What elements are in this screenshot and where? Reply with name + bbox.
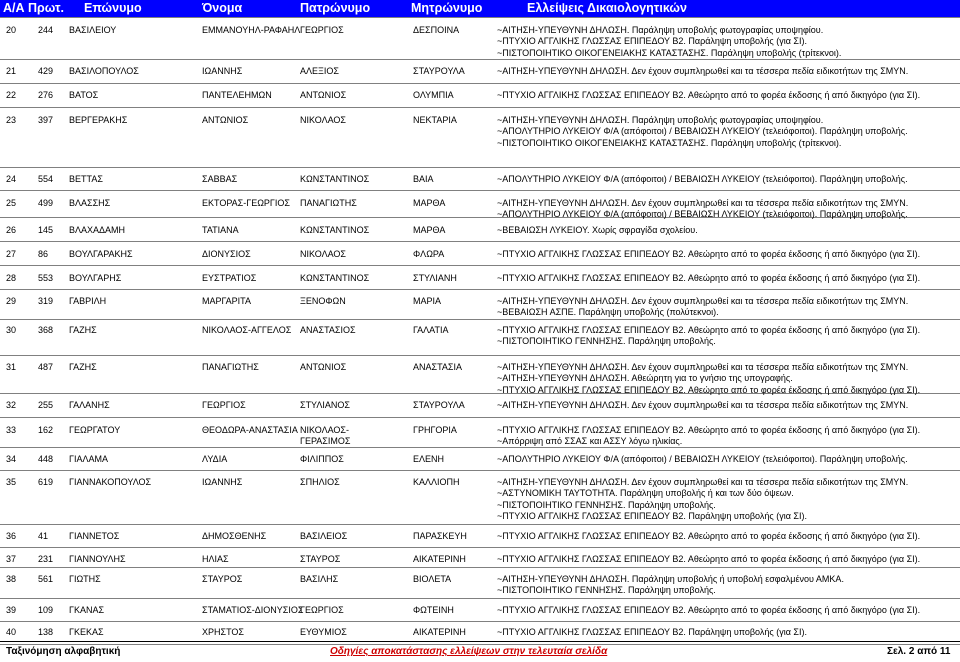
cell-surname: ΒΟΥΛΓΑΡΑΚΗΣ (69, 249, 133, 259)
footer-divider (0, 641, 960, 642)
cell-mother: ΦΛΩΡΑ (413, 249, 445, 259)
cell-prot: 319 (38, 296, 54, 306)
cell-father-continued: ΓΕΡΑΣΙΜΟΣ (300, 436, 351, 447)
cell-name: ΛΥΔΙΑ (202, 454, 228, 464)
cell-missing-docs (497, 425, 920, 448)
row-separator (0, 355, 960, 356)
cell-mother: ΓΑΛΑΤΙΑ (413, 325, 449, 335)
missing-doc-line: ~ΑΠΟΛΥΤΗΡΙΟ ΛΥΚΕΙΟΥ Φ/Α (απόφοιτοι) / ΒΕΒΑΙΩΣΗ ΛΥΚΕΙΟΥ (τελειόφοιτοι). Παράληψη υποβολής. (497, 454, 908, 464)
missing-doc-line: ~ΠΤΥΧΙΟ ΑΓΓΛΙΚΗΣ ΓΛΩΣΣΑΣ ΕΠΙΠΕΔΟΥ Β2. Αθεώρητο από το φορέα έκδοσης ή από δικηγόρο (για ΣΙ). (497, 384, 921, 395)
cell-name: ΑΝΤΩΝΙΟΣ (202, 115, 249, 125)
cell-mother: ΑΙΚΑΤΕΡΙΝΗ (413, 627, 466, 637)
cell-surname: ΓΙΑΛΑΜΑ (69, 454, 108, 464)
row-separator (0, 524, 960, 525)
cell-surname: ΒΕΤΤΑΣ (69, 174, 103, 184)
missing-doc-line: ~ΠΙΣΤΟΠΟΙΗΤΙΚΟ ΓΕΝΝΗΣΗΣ. Παράληψη υποβολής. (497, 499, 716, 510)
cell-surname: ΓΑΛΑΝΗΣ (69, 400, 110, 410)
cell-father: ΝΙΚΟΛΑΟΣ (300, 249, 346, 259)
header-surname: Επώνυμο (84, 1, 142, 15)
cell-prot: 619 (38, 477, 54, 487)
cell-name: ΓΕΩΡΓΙΟΣ (202, 400, 246, 410)
cell-name: ΕΚΤΟΡΑΣ-ΓΕΩΡΓΙΟΣ (202, 198, 290, 208)
cell-prot: 448 (38, 454, 54, 464)
cell-surname: ΓΕΩΡΓΑΤΟΥ (69, 425, 121, 435)
missing-doc-line: ~ΠΙΣΤΟΠΟΙΗΤΙΚΟ ΓΕΝΝΗΣΗΣ. Παράληψη υποβολής. (497, 336, 716, 347)
cell-name: ΣΤΑΜΑΤΙΟΣ-ΔΙΟΝΥΣΙΟΣ (202, 605, 304, 615)
cell-missing-docs (497, 66, 908, 77)
missing-doc-line: ~ΠΙΣΤΟΠΟΙΗΤΙΚΟ ΓΕΝΝΗΣΗΣ. Παράληψη υποβολής. (497, 585, 716, 596)
cell-name: ΔΗΜΟΣΘΕΝΗΣ (202, 531, 267, 541)
cell-mother: ΣΤΥΛΙΑΝΗ (413, 273, 457, 283)
cell-missing-docs (497, 477, 908, 522)
row-separator (0, 644, 960, 645)
cell-aa: 24 (6, 174, 17, 184)
cell-aa: 37 (6, 554, 17, 564)
cell-name: ΤΑΤΙΑΝΑ (202, 225, 239, 235)
missing-doc-line: ~ΠΤΥΧΙΟ ΑΓΓΛΙΚΗΣ ΓΛΩΣΣΑΣ ΕΠΙΠΕΔΟΥ Β2. Παράληψη υποβολής (για ΣΙ). (497, 627, 807, 637)
cell-father: ΞΕΝΟΦΩΝ (300, 296, 346, 306)
cell-surname: ΒΑΣΙΛΟΠΟΥΛΟΣ (69, 66, 139, 76)
cell-mother: ΜΑΡΘΑ (413, 225, 446, 235)
cell-mother: ΠΑΡΑΣΚΕΥΗ (413, 531, 467, 541)
row-separator (0, 598, 960, 599)
missing-doc-line: ~ΠΤΥΧΙΟ ΑΓΓΛΙΚΗΣ ΓΛΩΣΣΑΣ ΕΠΙΠΕΔΟΥ Β2. Αθεώρητο από το φορέα έκδοσης ή από δικηγόρο (για ΣΙ). (497, 605, 921, 615)
cell-father: ΒΑΣΙΛΕΙΟΣ (300, 531, 348, 541)
cell-surname: ΒΟΥΛΓΑΡΗΣ (69, 273, 122, 283)
cell-father: ΦΙΛΙΠΠΟΣ (300, 454, 344, 464)
cell-name: ΕΥΣΤΡΑΤΙΟΣ (202, 273, 257, 283)
row-separator (0, 167, 960, 168)
row-separator (0, 319, 960, 320)
cell-surname: ΓΙΑΝΝΑΚΟΠΟΥΛΟΣ (69, 477, 152, 487)
cell-missing-docs (497, 325, 920, 348)
header-name: Όνομα (202, 1, 243, 15)
cell-father: ΝΙΚΟΛΑΟΣ (300, 115, 346, 125)
cell-mother: ΔΕΣΠΟΙΝΑ (413, 25, 460, 35)
cell-aa: 28 (6, 273, 17, 283)
cell-aa: 20 (6, 25, 17, 35)
cell-name: ΘΕΟΔΩΡΑ-ΑΝΑΣΤΑΣΙΑ (202, 425, 298, 435)
cell-name: ΠΑΝΑΓΙΩΤΗΣ (202, 362, 259, 372)
missing-doc-line: ~ΠΤΥΧΙΟ ΑΓΓΛΙΚΗΣ ΓΛΩΣΣΑΣ ΕΠΙΠΕΔΟΥ Β2. Αθεώρητο από το φορέα έκδοσης ή από δικηγόρο (για ΣΙ). (497, 325, 921, 335)
cell-aa: 38 (6, 574, 17, 584)
row-separator (0, 470, 960, 471)
cell-surname: ΒΑΤΟΣ (69, 90, 99, 100)
cell-mother: ΑΝΑΣΤΑΣΙΑ (413, 362, 462, 372)
missing-doc-line: ~ΑΠΟΛΥΤΗΡΙΟ ΛΥΚΕΙΟΥ Φ/Α (απόφοιτοι) / ΒΕΒΑΙΩΣΗ ΛΥΚΕΙΟΥ (τελειόφοιτοι). Παράληψη υποβολής. (497, 209, 908, 220)
cell-father: ΠΑΝΑΓΙΩΤΗΣ (300, 198, 357, 208)
cell-prot: 553 (38, 273, 54, 283)
cell-surname: ΓΙΑΝΝΕΤΟΣ (69, 531, 120, 541)
missing-doc-line: ~ΒΕΒΑΙΩΣΗ ΑΣΠΕ. Παράληψη υποβολής (πολύτεκνοι). (497, 307, 719, 318)
cell-aa: 22 (6, 90, 17, 100)
cell-missing-docs (497, 362, 920, 396)
cell-aa: 36 (6, 531, 17, 541)
cell-prot: 109 (38, 605, 54, 615)
row-separator (0, 241, 960, 242)
missing-doc-line: ~ΠΤΥΧΙΟ ΑΓΓΛΙΚΗΣ ΓΛΩΣΣΑΣ ΕΠΙΠΕΔΟΥ Β2. Αθεώρητο από το φορέα έκδοσης ή από δικηγόρο (για ΣΙ). (497, 554, 921, 564)
cell-missing-docs (497, 174, 908, 185)
cell-missing-docs (497, 554, 920, 565)
missing-doc-line: ~ΑΙΤΗΣΗ-ΥΠΕΥΘΥΝΗ ΔΗΛΩΣΗ. Δεν έχουν συμπληρωθεί και τα τέσσερα πεδία ειδικοτήτων της ΣΜΥΝ. (497, 296, 909, 306)
cell-name: ΝΙΚΟΛΑΟΣ-ΑΓΓΕΛΟΣ (202, 325, 292, 335)
cell-surname: ΓΑΒΡΙΛΗ (69, 296, 107, 306)
cell-prot: 397 (38, 115, 54, 125)
cell-missing-docs (497, 605, 920, 616)
cell-father: ΑΝΑΣΤΑΣΙΟΣ (300, 325, 356, 335)
cell-aa: 27 (6, 249, 17, 259)
cell-name: ΜΑΡΓΑΡΙΤΑ (202, 296, 251, 306)
cell-father: ΚΩΝΣΤΑΝΤΙΝΟΣ (300, 225, 370, 235)
cell-surname: ΓΑΖΗΣ (69, 362, 97, 372)
cell-surname: ΒΕΡΓΕΡΑΚΗΣ (69, 115, 128, 125)
row-separator (0, 83, 960, 84)
cell-prot: 86 (38, 249, 49, 259)
missing-doc-line: ~ΠΤΥΧΙΟ ΑΓΓΛΙΚΗΣ ΓΛΩΣΣΑΣ ΕΠΙΠΕΔΟΥ Β2. Αθεώρητο από το φορέα έκδοσης ή από δικηγόρο (για ΣΙ). (497, 425, 921, 435)
missing-doc-line: ~ΑΠΟΛΥΤΗΡΙΟ ΛΥΚΕΙΟΥ Φ/Α (απόφοιτοι) / ΒΕΒΑΙΩΣΗ ΛΥΚΕΙΟΥ (τελειόφοιτοι). Παράληψη υποβολής. (497, 126, 908, 137)
header-aa-prot: Α/Α Πρωτ. (3, 1, 65, 15)
missing-doc-line: ~ΑΙΤΗΣΗ-ΥΠΕΥΘΥΝΗ ΔΗΛΩΣΗ. Παράληψη υποβολής φωτογραφίας υποψηφίου. (497, 25, 824, 35)
cell-father: ΑΛΕΞΙΟΣ (300, 66, 339, 76)
cell-mother: ΒΑΙΑ (413, 174, 434, 184)
footer-instructions-link[interactable]: Οδηγίες αποκατάστασης ελλείψεων στην τελευταία σελίδα (330, 646, 608, 657)
cell-surname: ΓΙΑΝΝΟΥΛΗΣ (69, 554, 126, 564)
cell-missing-docs (497, 296, 908, 319)
cell-aa: 35 (6, 477, 17, 487)
cell-aa: 33 (6, 425, 17, 435)
missing-doc-line: ~ΑΣΤΥΝΟΜΙΚΗ ΤΑΥΤΟΤΗΤΑ. Παράληψη υποβολής ή και των δύο όψεων. (497, 488, 794, 499)
row-separator (0, 621, 960, 622)
cell-surname: ΒΛΑΣΣΗΣ (69, 198, 111, 208)
header-mother: Μητρώνυμο (411, 1, 483, 15)
cell-mother: ΝΕΚΤΑΡΙΑ (413, 115, 457, 125)
cell-mother: ΟΛΥΜΠΙΑ (413, 90, 454, 100)
missing-doc-line: ~ΑΙΤΗΣΗ-ΥΠΕΥΘΥΝΗ ΔΗΛΩΣΗ. Δεν έχουν συμπληρωθεί και τα τέσσερα πεδία ειδικοτήτων της ΣΜΥΝ. (497, 362, 909, 372)
row-separator (0, 59, 960, 60)
cell-aa: 21 (6, 66, 17, 76)
cell-name: ΙΩΑΝΝΗΣ (202, 477, 243, 487)
header-missing-docs: Ελλείψεις Δικαιολογητικών (527, 1, 687, 15)
cell-missing-docs (497, 249, 920, 260)
cell-father: ΣΤΥΛΙΑΝΟΣ (300, 400, 350, 410)
cell-missing-docs (497, 400, 908, 411)
cell-mother: ΦΩΤΕΙΝΗ (413, 605, 454, 615)
cell-mother: ΒΙΟΛΕΤΑ (413, 574, 452, 584)
cell-missing-docs (497, 25, 841, 59)
cell-father: ΕΥΘΥΜΙΟΣ (300, 627, 347, 637)
cell-aa: 26 (6, 225, 17, 235)
cell-aa: 25 (6, 198, 17, 208)
cell-aa: 32 (6, 400, 17, 410)
cell-missing-docs (497, 273, 920, 284)
cell-father: ΑΝΤΩΝΙΟΣ (300, 90, 347, 100)
cell-prot: 554 (38, 174, 54, 184)
row-separator (0, 567, 960, 568)
cell-mother: ΜΑΡΘΑ (413, 198, 446, 208)
missing-doc-line: ~ΠΤΥΧΙΟ ΑΓΓΛΙΚΗΣ ΓΛΩΣΣΑΣ ΕΠΙΠΕΔΟΥ Β2. Αθεώρητο από το φορέα έκδοσης ή από δικηγόρο (για ΣΙ). (497, 249, 921, 259)
cell-prot: 276 (38, 90, 54, 100)
cell-name: ΣΑΒΒΑΣ (202, 174, 238, 184)
row-separator (0, 547, 960, 548)
cell-father: ΑΝΤΩΝΙΟΣ (300, 362, 347, 372)
cell-mother: ΕΛΕΝΗ (413, 454, 445, 464)
cell-missing-docs (497, 90, 920, 101)
cell-name: ΣΤΑΥΡΟΣ (202, 574, 243, 584)
cell-missing-docs (497, 574, 844, 597)
cell-prot: 429 (38, 66, 54, 76)
cell-aa: 29 (6, 296, 17, 306)
missing-doc-line: ~ΠΤΥΧΙΟ ΑΓΓΛΙΚΗΣ ΓΛΩΣΣΑΣ ΕΠΙΠΕΔΟΥ Β2. Αθεώρητο από το φορέα έκδοσης ή από δικηγόρο (για ΣΙ). (497, 273, 921, 283)
missing-doc-line: ~ΑΙΤΗΣΗ-ΥΠΕΥΘΥΝΗ ΔΗΛΩΣΗ. Δεν έχουν συμπληρωθεί και τα τέσσερα πεδία ειδικοτήτων της ΣΜΥΝ. (497, 400, 909, 410)
missing-doc-line: ~ΑΙΤΗΣΗ-ΥΠΕΥΘΥΝΗ ΔΗΛΩΣΗ. Παράληψη υποβολής φωτογραφίας υποψηφίου. (497, 115, 824, 125)
footer-sort-label: Ταξινόμηση αλφαβητική (6, 646, 121, 657)
cell-father: ΚΩΝΣΤΑΝΤΙΝΟΣ (300, 174, 370, 184)
cell-surname: ΓΑΖΗΣ (69, 325, 97, 335)
cell-surname: ΓΚΑΝΑΣ (69, 605, 105, 615)
cell-name: ΙΩΑΝΝΗΣ (202, 66, 243, 76)
cell-missing-docs (497, 198, 908, 221)
cell-name: ΔΙΟΝΥΣΙΟΣ (202, 249, 251, 259)
missing-doc-line: ~ΠΤΥΧΙΟ ΑΓΓΛΙΚΗΣ ΓΛΩΣΣΑΣ ΕΠΙΠΕΔΟΥ Β2. Παράληψη υποβολής (για ΣΙ). (497, 36, 807, 47)
cell-prot: 244 (38, 25, 54, 35)
cell-mother: ΚΑΛΛΙΟΠΗ (413, 477, 460, 487)
missing-doc-line: ~ΒΕΒΑΙΩΣΗ ΛΥΚΕΙΟΥ. Χωρίς σφραγίδα σχολείου. (497, 225, 698, 235)
cell-aa: 34 (6, 454, 17, 464)
cell-missing-docs (497, 225, 698, 236)
cell-mother: ΑΙΚΑΤΕΡΙΝΗ (413, 554, 466, 564)
cell-aa: 39 (6, 605, 17, 615)
cell-surname: ΒΛΑΧΑΔΑΜΗ (69, 225, 126, 235)
cell-aa: 31 (6, 362, 17, 372)
cell-father: ΓΕΩΡΓΙΟΣ (300, 25, 344, 35)
cell-father: ΣΤΑΥΡΟΣ (300, 554, 341, 564)
row-separator (0, 190, 960, 191)
cell-missing-docs (497, 627, 807, 638)
cell-prot: 41 (38, 531, 49, 541)
cell-mother: ΣΤΑΥΡΟΥΛΑ (413, 400, 465, 410)
row-separator (0, 265, 960, 266)
cell-missing-docs (497, 454, 908, 465)
cell-father: ΚΩΝΣΤΑΝΤΙΝΟΣ (300, 273, 370, 283)
row-separator (0, 289, 960, 290)
cell-prot: 561 (38, 574, 54, 584)
cell-surname: ΓΚΕΚΑΣ (69, 627, 104, 637)
cell-mother: ΓΡΗΓΟΡΙΑ (413, 425, 457, 435)
missing-doc-line: ~ΑΙΤΗΣΗ-ΥΠΕΥΘΥΝΗ ΔΗΛΩΣΗ. Δεν έχουν συμπληρωθεί και τα τέσσερα πεδία ειδικοτήτων της ΣΜΥΝ. (497, 66, 909, 76)
missing-doc-line: ~ΑΙΤΗΣΗ-ΥΠΕΥΘΥΝΗ ΔΗΛΩΣΗ. Παράληψη υποβολής ή υποβολή εσφαλμένου ΑΜΚΑ. (497, 574, 844, 584)
missing-doc-line: ~Απόρριψη από ΣΣΑΣ και ΑΣΣΥ λόγω ηλικίας. (497, 436, 683, 447)
missing-doc-line: ~ΠΙΣΤΟΠΟΙΗΤΙΚΟ ΟΙΚΟΓΕΝΕΙΑΚΗΣ ΚΑΤΑΣΤΑΣΗΣ. Παράληψη υποβολής (τρίτεκνοι). (497, 47, 842, 58)
cell-name: ΗΛΙΑΣ (202, 554, 229, 564)
cell-prot: 499 (38, 198, 54, 208)
cell-mother: ΣΤΑΥΡΟΥΛΑ (413, 66, 465, 76)
row-separator (0, 417, 960, 418)
cell-prot: 487 (38, 362, 54, 372)
row-separator (0, 17, 960, 18)
table-header (0, 0, 960, 17)
cell-prot: 138 (38, 627, 54, 637)
missing-doc-line: ~ΑΠΟΛΥΤΗΡΙΟ ΛΥΚΕΙΟΥ Φ/Α (απόφοιτοι) / ΒΕΒΑΙΩΣΗ ΛΥΚΕΙΟΥ (τελειόφοιτοι). Παράληψη υποβολής. (497, 174, 908, 184)
missing-doc-line: ~ΠΤΥΧΙΟ ΑΓΓΛΙΚΗΣ ΓΛΩΣΣΑΣ ΕΠΙΠΕΔΟΥ Β2. Αθεώρητο από το φορέα έκδοσης ή από δικηγόρο (για ΣΙ). (497, 90, 921, 100)
cell-name: ΕΜΜΑΝΟΥΗΛ-ΡΑΦΑΗΛ (202, 25, 301, 35)
cell-prot: 231 (38, 554, 54, 564)
cell-father: ΒΑΣΙΛΗΣ (300, 574, 339, 584)
missing-doc-line: ~ΑΙΤΗΣΗ-ΥΠΕΥΘΥΝΗ ΔΗΛΩΣΗ. Αθεώρητη για το γνήσιο της υπογραφής. (497, 373, 793, 384)
cell-prot: 162 (38, 425, 54, 435)
cell-mother: ΜΑΡΙΑ (413, 296, 442, 306)
cell-name: ΠΑΝΤΕΛΕΗΜΩΝ (202, 90, 272, 100)
cell-aa: 30 (6, 325, 17, 335)
cell-prot: 368 (38, 325, 54, 335)
cell-missing-docs (497, 115, 908, 149)
header-father: Πατρώνυμο (300, 1, 371, 15)
cell-surname: ΓΙΩΤΗΣ (69, 574, 101, 584)
missing-doc-line: ~ΑΙΤΗΣΗ-ΥΠΕΥΘΥΝΗ ΔΗΛΩΣΗ. Δεν έχουν συμπληρωθεί και τα τέσσερα πεδία ειδικοτήτων της ΣΜΥΝ. (497, 477, 909, 487)
cell-aa: 23 (6, 115, 17, 125)
cell-prot: 145 (38, 225, 54, 235)
missing-doc-line: ~ΠΙΣΤΟΠΟΙΗΤΙΚΟ ΟΙΚΟΓΕΝΕΙΑΚΗΣ ΚΑΤΑΣΤΑΣΗΣ. Παράληψη υποβολής (τρίτεκνοι). (497, 137, 842, 148)
row-separator (0, 107, 960, 108)
cell-missing-docs (497, 531, 920, 542)
missing-doc-line: ~ΠΤΥΧΙΟ ΑΓΓΛΙΚΗΣ ΓΛΩΣΣΑΣ ΕΠΙΠΕΔΟΥ Β2. Παράληψη υποβολής (για ΣΙ). (497, 510, 807, 521)
cell-father: ΣΠΗΛΙΟΣ (300, 477, 340, 487)
cell-father: ΝΙΚΟΛΑΟΣ- (300, 425, 349, 435)
cell-name: ΧΡΗΣΤΟΣ (202, 627, 244, 637)
cell-aa: 40 (6, 627, 17, 637)
missing-doc-line: ~ΑΙΤΗΣΗ-ΥΠΕΥΘΥΝΗ ΔΗΛΩΣΗ. Δεν έχουν συμπληρωθεί και τα τέσσερα πεδία ειδικοτήτων της ΣΜΥΝ. (497, 198, 909, 208)
cell-surname: ΒΑΣΙΛΕΙΟΥ (69, 25, 117, 35)
cell-father: ΓΕΩΡΓΙΟΣ (300, 605, 344, 615)
missing-doc-line: ~ΠΤΥΧΙΟ ΑΓΓΛΙΚΗΣ ΓΛΩΣΣΑΣ ΕΠΙΠΕΔΟΥ Β2. Αθεώρητο από το φορέα έκδοσης ή από δικηγόρο (για ΣΙ). (497, 531, 921, 541)
footer-page-number: Σελ. 2 από 11 (887, 646, 951, 657)
cell-prot: 255 (38, 400, 54, 410)
